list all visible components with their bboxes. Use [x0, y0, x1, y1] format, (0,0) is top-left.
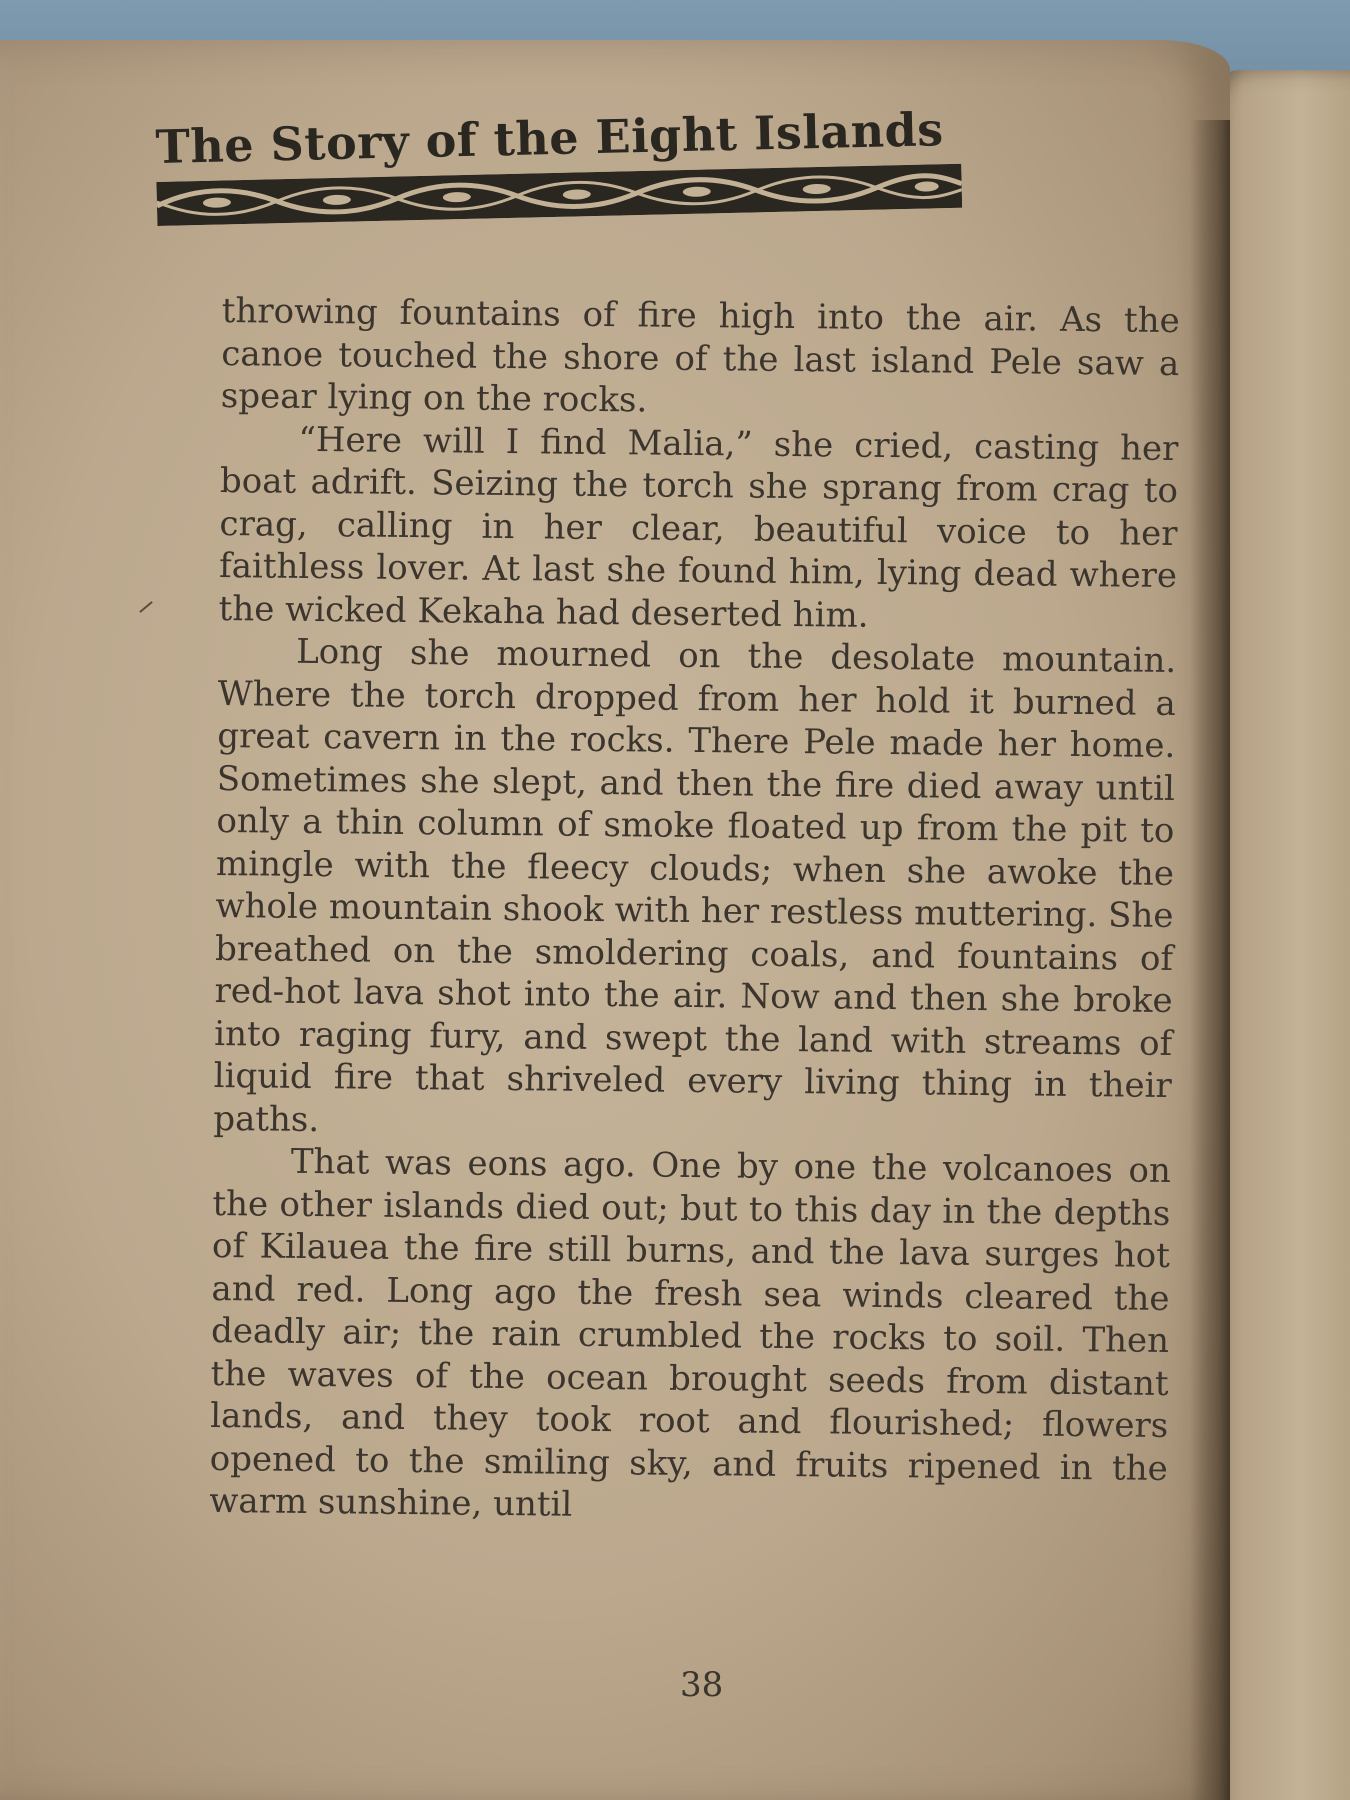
book-title: The Story of the Eight Islands: [155, 102, 945, 174]
body-text: [209, 290, 1180, 1532]
book-gutter-shadow: [1190, 120, 1230, 1800]
paragraph-1: throwing fountains of fire high into the air. As the canoe touched the shore of the last island Pele saw a spear lying on the rocks.: [220, 290, 1180, 421]
paragraph-4: That was eons ago. One by one the volcanoes on the other islands died out; but to this day in the depths of Kilauea the fire still burns, and the lava surges hot and red. Long ago the fresh sea winds cleared the deadly air; the rain crumbled the rocks to soil. Then the waves of the ocean brought seeds from distant lands, and they took root and flourished; flowers opened to the smiling sky, and fruits ripened in the warm sunshine, until: [209, 1141, 1172, 1525]
page-number: 38: [680, 1665, 724, 1705]
paragraph-3: Long she mourned on the desolate mountain. Where the torch dropped from her hold it burned a great cavern in the rocks. There Pele made her home. Sometimes she slept, and then the fire died away until only a thin column of smoke floated up from the pit to mingle with the fleecy clouds; when she awoke the whole mountain shook with her restless muttering. She breathed on the smoldering coals, and fountains of red-hot lava shot into the air. Now and then she broke into raging fury, and swept the land with streams of liquid fire that shriveled every living thing in their paths.: [213, 631, 1177, 1140]
paragraph-2: “Here will I find Malia,” she cried, casting her boat adrift. Seizing the torch she sprang from crag to crag, calling in her clear, beautiful voice to her faithless lover. At last she found him, lying dead where the wicked Kekaha had deserted him.: [218, 419, 1179, 636]
running-header: [155, 102, 967, 226]
